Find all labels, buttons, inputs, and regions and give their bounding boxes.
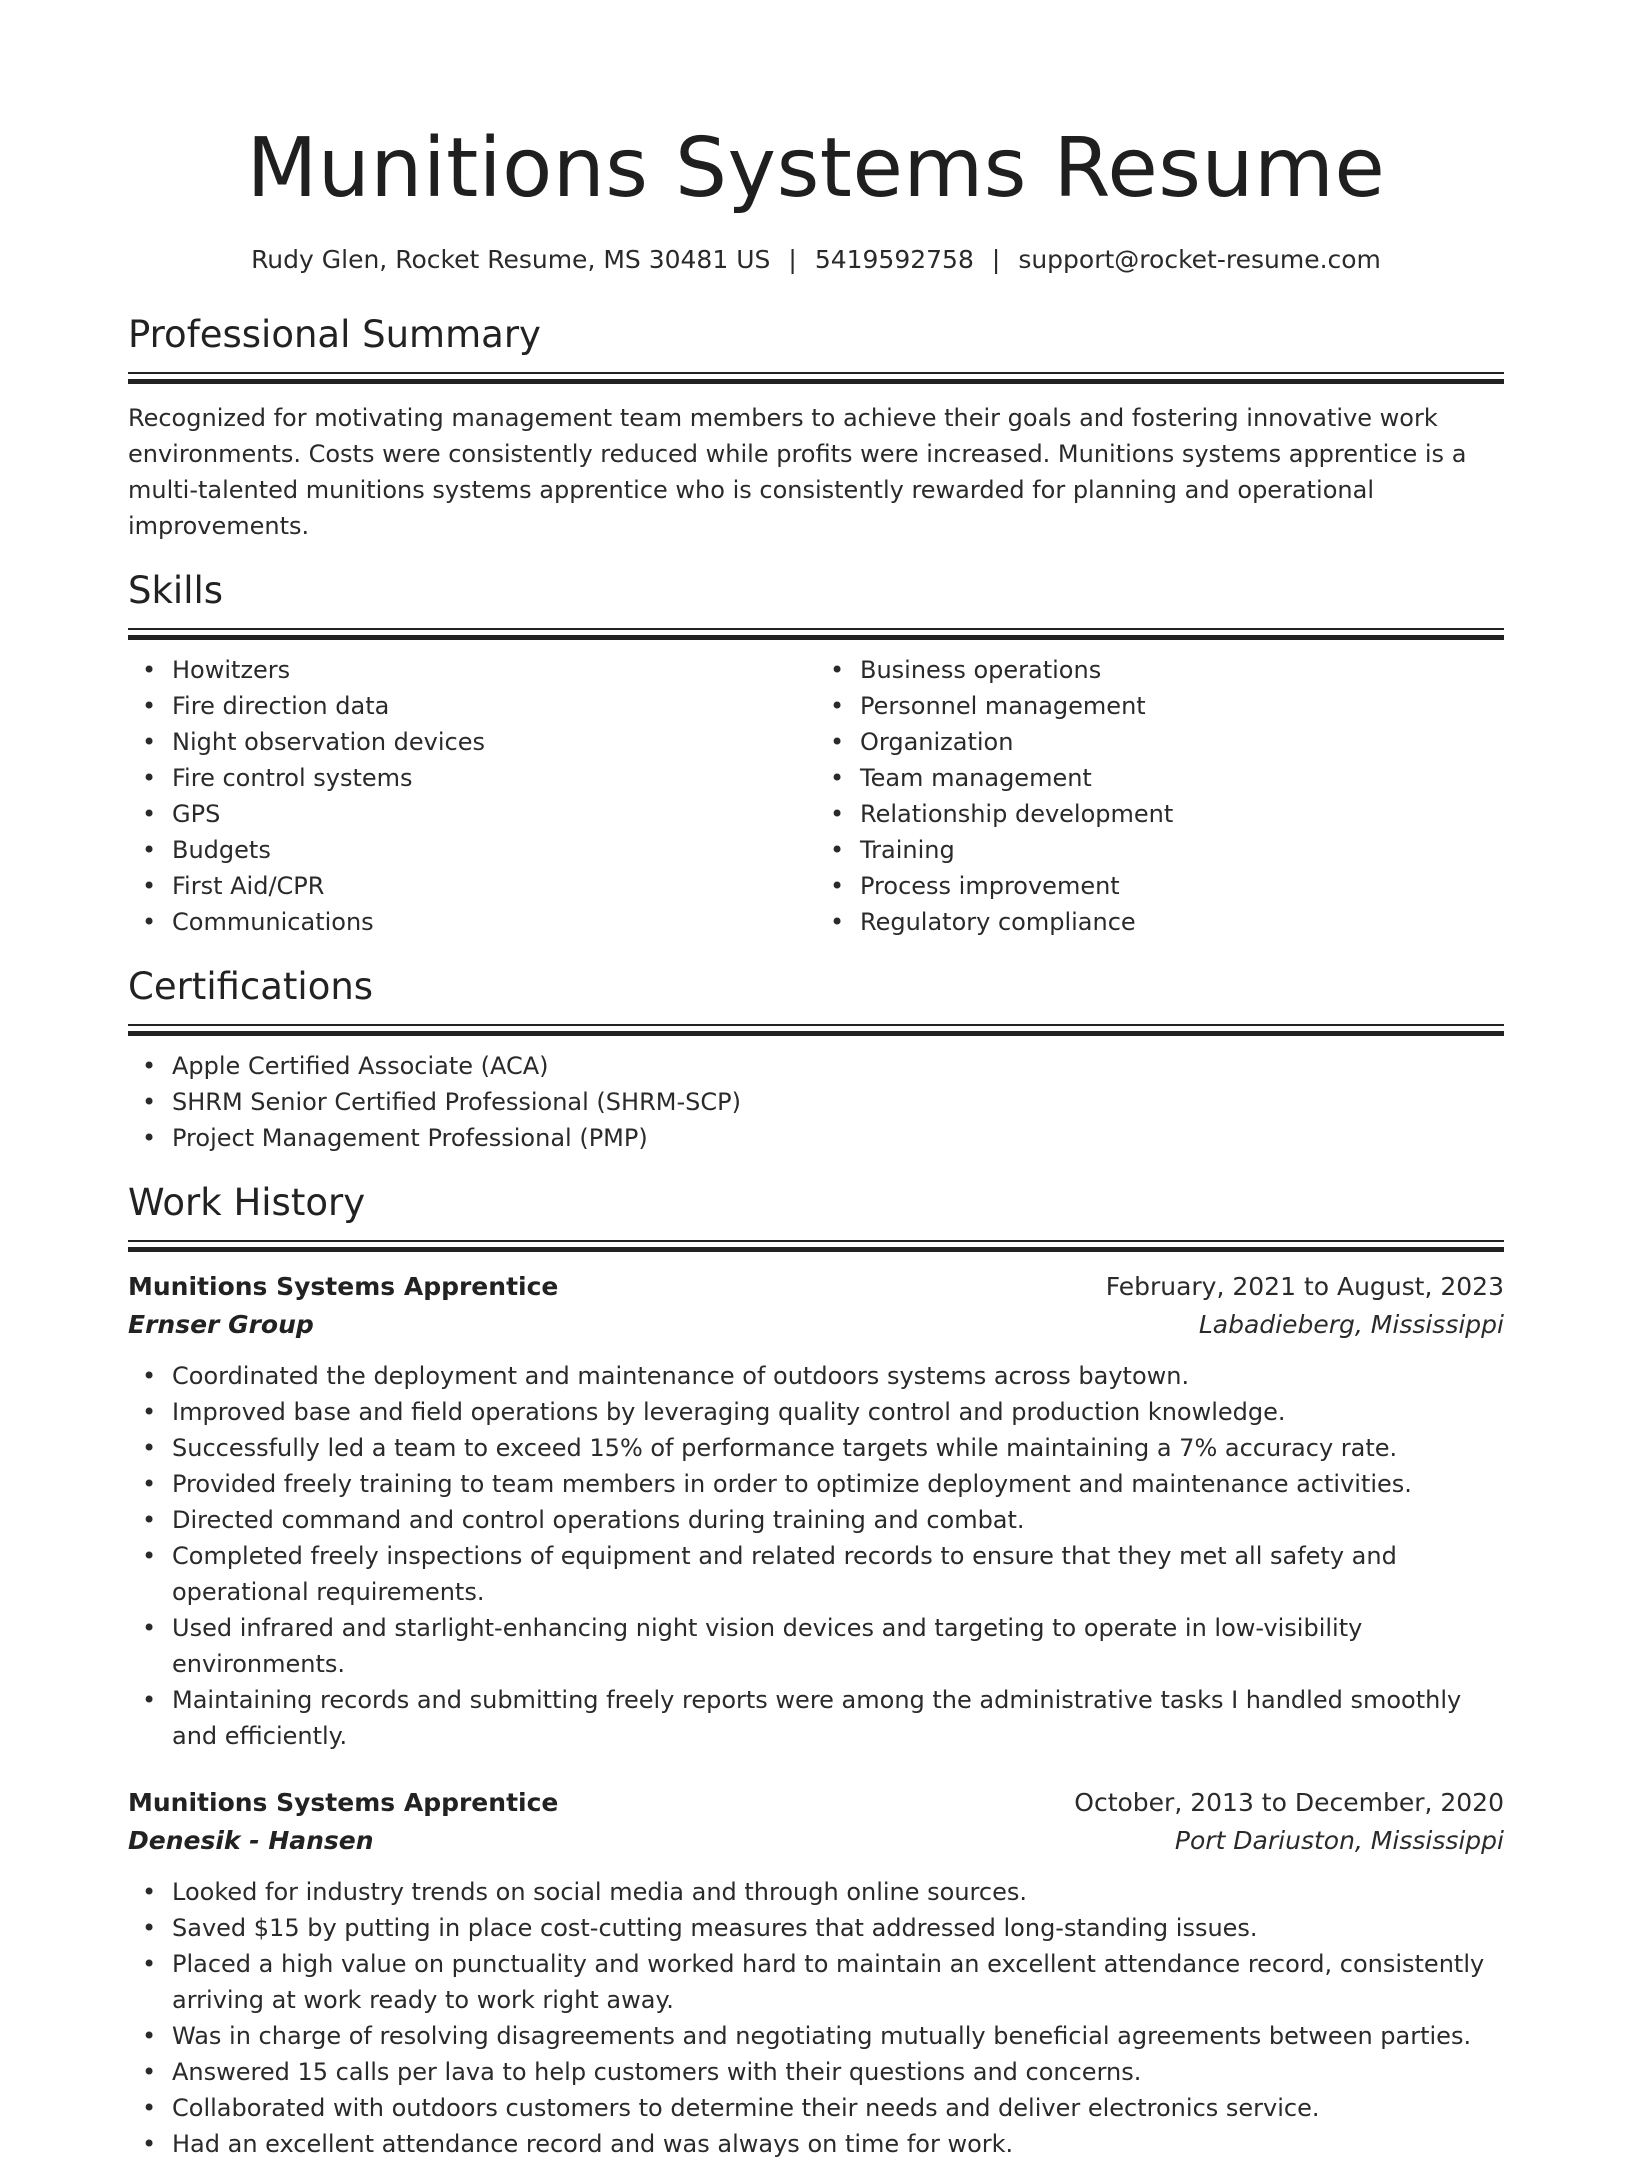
certification-item: • Apple Certified Associate (ACA) [172,1048,1504,1084]
job-bullet: • Directed command and control operations during training and combat. [172,1502,1504,1538]
job-bullet: • Improved base and field operations by leveraging quality control and production knowledge. [172,1394,1504,1430]
job-location: Port Dariuston, Mississippi [1174,1826,1504,1855]
skill-item: • Fire control systems [172,760,816,796]
skills-heading: Skills [128,569,224,612]
skill-item: • Fire direction data [172,688,816,724]
contact-line [128,244,1504,276]
skill-item: • GPS [172,796,816,832]
skill-item: • Training [860,832,1504,868]
summary-section [128,312,1504,544]
skill-item: • Process improvement [860,868,1504,904]
skill-item: • Personnel management [860,688,1504,724]
skill-item: • Howitzers [172,652,816,688]
job-bullet: • Provided freely training to team members in order to optimize deployment and maintenance activities. [172,1466,1504,1502]
summary-text: Recognized for motivating management team members to achieve their goals and fostering innovative work environments. Costs were consistently reduced while profits were increased. Munitions systems apprentice is a multi-talented munitions systems apprentice who is consistently rewarded for planning and operational improvements. [128,404,1467,540]
skill-item: • First Aid/CPR [172,868,816,904]
job-company: Denesik - Hansen [128,1826,374,1855]
job-entry [128,1784,1504,2162]
resume-title: Munitions Systems Resume [246,121,1386,216]
job-bullet-list [128,1874,1504,2162]
section-divider [128,1024,1504,1036]
job-company-row [128,1822,1504,1860]
certification-item: • Project Management Professional (PMP) [172,1120,1504,1156]
contact-separator: | [991,245,1001,274]
job-bullet: • Answered 15 calls per lava to help customers with their questions and concerns. [172,2054,1504,2090]
skill-item: • Business operations [860,652,1504,688]
job-bullet: • Looked for industry trends on social media and through online sources. [172,1874,1504,1910]
skills-column-right [816,652,1504,940]
job-bullet: • Placed a high value on punctuality and worked hard to maintain an excellent attendance record, consistently arriving at work ready to work right away. [172,1946,1504,2018]
skills-grid [128,652,1504,940]
job-title: Munitions Systems Apprentice [128,1788,559,1817]
certifications-section [128,964,1504,1156]
skill-item: • Organization [860,724,1504,760]
skills-section [128,568,1504,940]
job-bullet: • Maintaining records and submitting freely reports were among the administrative tasks I handled smoothly and efficiently. [172,1682,1504,1754]
job-bullet-list [128,1358,1504,1754]
skill-item: • Relationship development [860,796,1504,832]
work-history-heading: Work History [128,1181,366,1224]
job-bullet: • Had an excellent attendance record and was always on time for work. [172,2126,1504,2162]
contact-separator: | [788,245,797,274]
section-divider [128,372,1504,384]
skills-column-left [128,652,816,940]
certification-item: • SHRM Senior Certified Professional (SHRM-SCP) [172,1084,1504,1120]
job-bullet: • Saved $15 by putting in place cost-cutting measures that addressed long-standing issues. [172,1910,1504,1946]
summary-heading: Professional Summary [128,313,541,356]
section-divider [128,1240,1504,1252]
certifications-list [128,1048,1504,1156]
work-history-section [128,1180,1504,2162]
job-bullet: • Was in charge of resolving disagreements and negotiating mutually beneficial agreements between parties. [172,2018,1504,2054]
section-divider [128,628,1504,640]
job-bullet: • Used infrared and starlight-enhancing night vision devices and targeting to operate in low-visibility environments. [172,1610,1504,1682]
job-company-row [128,1306,1504,1344]
job-company: Ernser Group [128,1310,314,1339]
skill-item: • Communications [172,904,816,940]
contact-address: Rudy Glen, Rocket Resume, MS 30481 US [251,245,771,274]
job-location: Labadieberg, Mississippi [1198,1310,1504,1339]
skill-item: • Team management [860,760,1504,796]
job-header-row [128,1784,1504,1822]
certifications-heading: Certifications [128,965,374,1008]
job-title: Munitions Systems Apprentice [128,1272,559,1301]
skill-item: • Night observation devices [172,724,816,760]
job-dates: October, 2013 to December, 2020 [1074,1788,1504,1817]
job-dates: February, 2021 to August, 2023 [1105,1272,1504,1301]
job-bullet: • Collaborated with outdoors customers to determine their needs and deliver electronics service. [172,2090,1504,2126]
job-header-row [128,1268,1504,1306]
job-bullet: • Coordinated the deployment and maintenance of outdoors systems across baytown. [172,1358,1504,1394]
contact-email[interactable]: support@rocket-resume.com [1018,245,1381,274]
job-bullet: • Completed freely inspections of equipment and related records to ensure that they met all safety and operational requirements. [172,1538,1504,1610]
job-entry [128,1268,1504,1754]
contact-phone[interactable]: 5419592758 [814,245,974,274]
skill-item: • Budgets [172,832,816,868]
skill-item: • Regulatory compliance [860,904,1504,940]
job-bullet: • Successfully led a team to exceed 15% of performance targets while maintaining a 7% accuracy rate. [172,1430,1504,1466]
